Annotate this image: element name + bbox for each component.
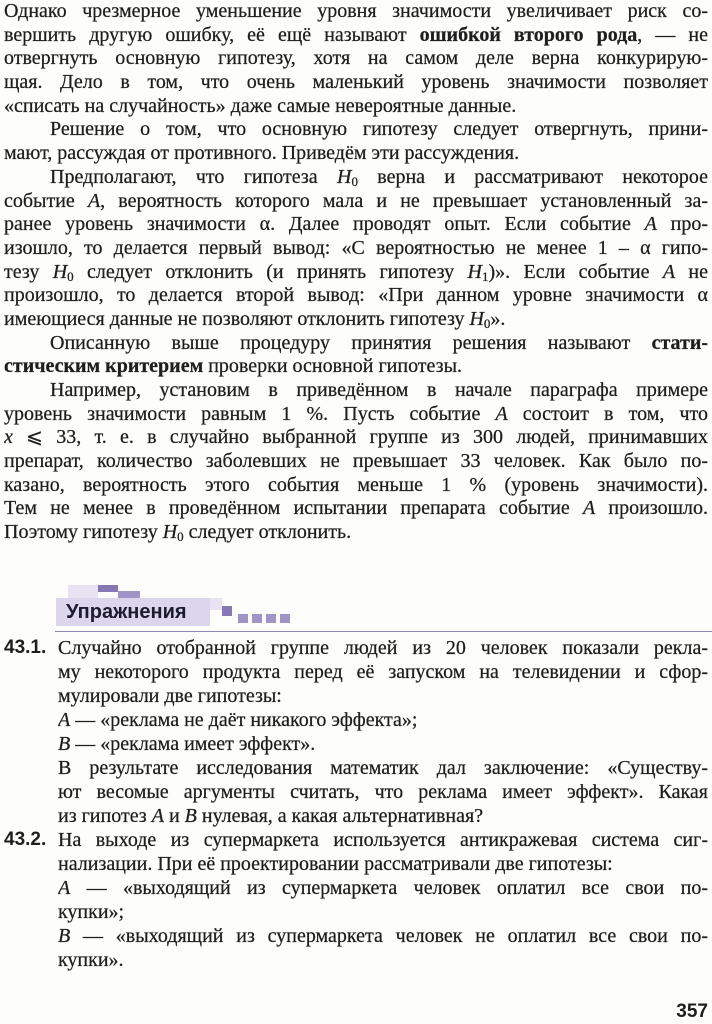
text-line xyxy=(4,213,708,237)
text-run: изошло, то делается первый вывод: «С вероятностью не менее 1 – α гипо- xyxy=(4,236,708,259)
text-run: купки». xyxy=(58,949,124,971)
math-variable: A xyxy=(87,189,101,212)
decor-square xyxy=(266,614,276,623)
text-run: уровень значимости равным 1 %. Пусть событие xyxy=(4,402,496,425)
main-text xyxy=(4,0,708,545)
text-run: ют весомые аргументы считать, что реклама имеет эффект». Какая xyxy=(58,781,708,803)
text-run: произошло, то делается второй вывод: «При данном уровне значимости α xyxy=(4,284,708,307)
decor-square xyxy=(252,614,262,623)
paragraph xyxy=(58,876,708,924)
subscript-index: 0 xyxy=(351,173,358,189)
text-line xyxy=(4,521,708,545)
text-run: из гипотез xyxy=(58,805,152,827)
text-run: )». Если событие xyxy=(488,260,663,283)
math-variable: H xyxy=(337,165,352,188)
text-line xyxy=(4,190,708,214)
text-run: купки»; xyxy=(58,901,125,923)
text-run: Тем не менее в проведённом испытании препарата событие xyxy=(4,497,583,520)
decor-square xyxy=(98,585,118,592)
text-run: проверки основной гипотезы. xyxy=(203,355,463,378)
text-line xyxy=(58,924,708,948)
math-variable: H xyxy=(52,260,68,283)
heading-rule xyxy=(55,631,712,632)
math-variable: A xyxy=(58,877,71,899)
text-line xyxy=(4,118,708,142)
text-line xyxy=(58,828,708,852)
text-line xyxy=(4,142,708,166)
text-line xyxy=(4,166,708,190)
text-run: казано, вероятность этого события меньше 1 % (уровень значимости). xyxy=(4,473,708,496)
text-line xyxy=(58,780,708,804)
text-line xyxy=(58,900,708,924)
text-line xyxy=(4,308,708,332)
text-run: следует отклонить (и принять гипотезу xyxy=(73,260,468,283)
text-line xyxy=(4,474,708,498)
text-run: про- xyxy=(656,213,708,236)
math-variable: A xyxy=(644,213,657,236)
paragraph xyxy=(58,756,708,828)
text-run: имеющиеся данные не позволяют отклонить гипотезу xyxy=(4,307,470,330)
text-run: — «выходящий из супермаркета человек оплатил все свои по- xyxy=(70,877,708,899)
exercise-item xyxy=(0,828,708,972)
math-variable: H xyxy=(467,260,482,283)
text-run: ⩽ 33, т. е. в случайно выбранной группе из 300 людей, принимавших xyxy=(12,426,708,449)
text-run: ранее уровень значимости α. Далее проводят опыт. Если событие xyxy=(4,213,645,236)
text-line xyxy=(58,876,708,900)
bold-term: стати- xyxy=(651,331,708,354)
math-variable: A xyxy=(582,497,596,520)
text-line xyxy=(58,684,708,708)
text-run: тезу xyxy=(4,260,53,283)
exercise-number: 43.1. xyxy=(4,637,47,658)
paragraph xyxy=(58,636,708,708)
math-variable: A xyxy=(58,709,71,731)
text-line xyxy=(4,95,708,119)
paragraph xyxy=(58,828,708,876)
math-variable: A xyxy=(662,260,676,283)
text-run: , вероятность которого мала и не превышает установленный за- xyxy=(100,189,708,212)
subscript-index: 1 xyxy=(481,268,489,284)
decor-square xyxy=(210,598,222,610)
text-run: событие xyxy=(4,189,88,212)
paragraph xyxy=(4,379,708,545)
text-run: нулевая, а какая альтернативная? xyxy=(196,805,484,827)
text-run: нализации. При её проектировании рассматривали две гипотезы: xyxy=(58,853,613,875)
text-run: не xyxy=(675,260,708,283)
text-line xyxy=(58,756,708,780)
decor-square xyxy=(280,614,290,623)
text-run: Описанную выше процедуру принятия решения называют xyxy=(50,331,652,354)
math-variable: x xyxy=(4,426,13,449)
text-run: отвергнуть основную гипотезу, хотя на самом деле верна конкурирую- xyxy=(4,47,708,70)
bold-term: стическим критерием xyxy=(4,355,204,378)
exercise-text xyxy=(58,636,708,828)
text-run: — «реклама не даёт никакого эффекта»; xyxy=(70,709,418,731)
paragraph xyxy=(58,924,708,972)
text-line xyxy=(4,332,708,356)
math-variable: B xyxy=(58,733,71,755)
exercise-number: 43.2. xyxy=(4,829,47,850)
math-variable: H xyxy=(162,521,178,544)
text-run: В результате исследования математик дал заключение: «Существу- xyxy=(58,757,708,779)
text-line xyxy=(4,0,708,24)
text-run: — «выходящий из супермаркета человек не оплатил все свои по- xyxy=(70,925,708,947)
text-line xyxy=(4,379,708,403)
text-run: и xyxy=(163,805,185,827)
text-line xyxy=(58,804,708,828)
text-run: следует отклонить. xyxy=(183,521,352,544)
page-number: 357 xyxy=(676,1001,708,1022)
text-line xyxy=(4,47,708,71)
paragraph xyxy=(4,166,708,332)
text-run: ». xyxy=(490,307,506,330)
subscript-index: 0 xyxy=(483,315,491,331)
paragraph xyxy=(4,0,708,118)
exercises-list xyxy=(0,636,708,972)
exercises-heading-title: Упражнения xyxy=(56,598,210,626)
decor-square xyxy=(238,614,248,623)
text-run: мают, рассуждая от противного. Приведём эти рассуждения. xyxy=(4,142,520,165)
decor-square xyxy=(222,606,232,616)
math-variable: A xyxy=(151,805,164,827)
text-line xyxy=(4,355,708,379)
paragraph xyxy=(58,708,708,732)
text-run: Например, установим в приведённом в начале параграфа примере xyxy=(50,379,708,401)
math-variable: B xyxy=(58,925,71,947)
exercise-text xyxy=(58,828,708,972)
text-run: , — не xyxy=(637,23,708,46)
exercises-heading xyxy=(0,580,712,636)
text-line xyxy=(4,497,708,521)
text-line xyxy=(4,450,708,474)
text-line xyxy=(58,660,708,684)
text-run: щая. Дело в том, что очень маленький уровень значимости позволяет xyxy=(4,71,708,94)
math-variable: B xyxy=(184,805,197,827)
math-variable: A xyxy=(495,402,508,425)
text-run: Случайно отобранной группе людей из 20 человек показали рекла- xyxy=(58,637,708,659)
text-run: «списать на случайность» даже самые невероятные данные. xyxy=(4,94,517,117)
text-line xyxy=(4,426,708,450)
paragraph xyxy=(4,332,708,379)
bold-term: ошибкой второго рода xyxy=(419,23,638,46)
text-line xyxy=(58,852,708,876)
text-run: Предполагают, что гипотеза xyxy=(50,165,337,188)
text-line xyxy=(58,708,708,732)
text-run: му некоторого продукта перед её запуском на телевидении и сфор- xyxy=(58,661,708,683)
text-line xyxy=(4,261,708,285)
paragraph xyxy=(58,732,708,756)
text-run: Однако чрезмерное уменьшение уровня значимости увеличивает риск со- xyxy=(4,0,708,22)
text-line xyxy=(4,237,708,261)
subscript-index: 0 xyxy=(67,268,74,284)
text-line xyxy=(4,24,708,48)
text-line xyxy=(58,732,708,756)
text-run: — «реклама имеет эффект». xyxy=(70,733,316,755)
text-run: состоит в том, что xyxy=(507,402,708,425)
text-run: мулировали две гипотезы: xyxy=(58,685,282,707)
text-run: верна и рассматривают некоторое xyxy=(357,165,708,188)
subscript-index: 0 xyxy=(177,529,184,545)
text-line xyxy=(58,948,708,972)
text-line xyxy=(4,284,708,308)
decor-square xyxy=(118,591,140,598)
text-run: Решение о том, что основную гипотезу следует отвергнуть, прини- xyxy=(50,118,708,141)
text-line xyxy=(4,403,708,427)
text-run: Поэтому гипотезу xyxy=(4,521,163,544)
text-run: препарат, количество заболевших не превышает 33 человек. Как было по- xyxy=(4,450,708,473)
text-line xyxy=(58,636,708,660)
text-run: вершить другую ошибку, её ещё называют xyxy=(4,23,420,46)
paragraph xyxy=(4,118,708,165)
math-variable: H xyxy=(469,307,484,330)
decor-square xyxy=(68,585,98,598)
exercise-item xyxy=(0,636,708,828)
text-run: произошло. xyxy=(595,497,708,520)
text-line xyxy=(4,71,708,95)
text-run: На выходе из супермаркета используется антикражевая система сиг- xyxy=(58,829,708,851)
